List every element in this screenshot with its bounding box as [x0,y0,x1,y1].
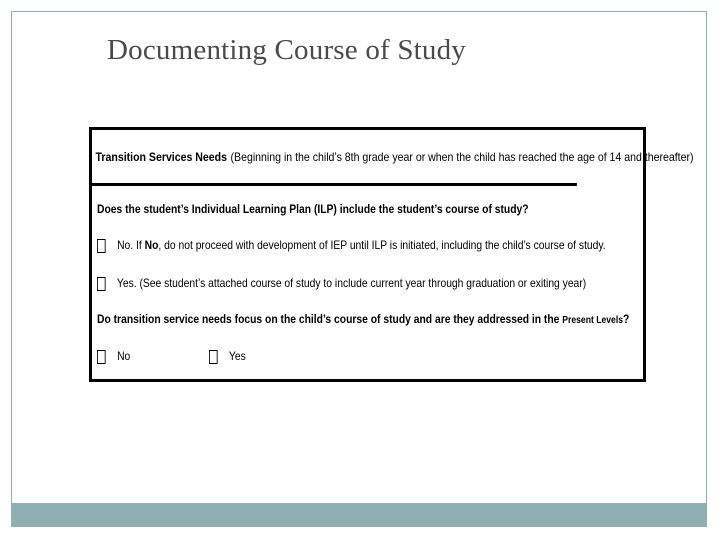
option-no-suffix: , do not proceed with development of IEP until ILP is initiated, including the child’s course of study. [158,238,606,252]
answer-no-label: No [117,349,131,363]
answer-no-row [97,349,130,364]
option-no-bold: No [144,238,159,252]
checkbox-focus-yes[interactable] [209,350,218,364]
question2-present-levels: Present Levels [562,315,624,326]
transition-services-form [89,127,694,382]
question-ilp: Does the student’s Individual Learning Plan (ILP) include the student’s course of study? [97,202,529,216]
form-header-title: Transition Services Needs [95,149,227,164]
option-no-prefix: If [136,238,145,252]
slide-title: Documenting Course of Study [107,34,467,66]
option-no-row [97,238,606,253]
answer-yes-label: Yes [228,349,246,363]
form-header [92,130,694,186]
checkbox-ilp-no[interactable] [97,239,106,253]
checkbox-focus-no[interactable] [97,350,106,364]
answer-yes-row [209,349,246,364]
form-header-note: (Beginning in the child’s 8th grade year or when the child has reached the age of 14 and thereafter) [230,149,694,164]
option-no-label: No. [117,238,134,252]
question2-suffix: ? [623,312,630,326]
footer-bar [11,503,707,527]
question2-prefix: Do transition service needs focus on the child’s course of study and are they addressed in the [97,312,563,326]
checkbox-ilp-yes[interactable] [97,277,106,291]
option-yes-label: Yes. [116,276,137,290]
question-transition-focus [97,312,629,326]
option-yes-row [97,276,586,291]
option-yes-text: (See student’s attached course of study to include current year through graduation or exiting year) [139,276,587,290]
